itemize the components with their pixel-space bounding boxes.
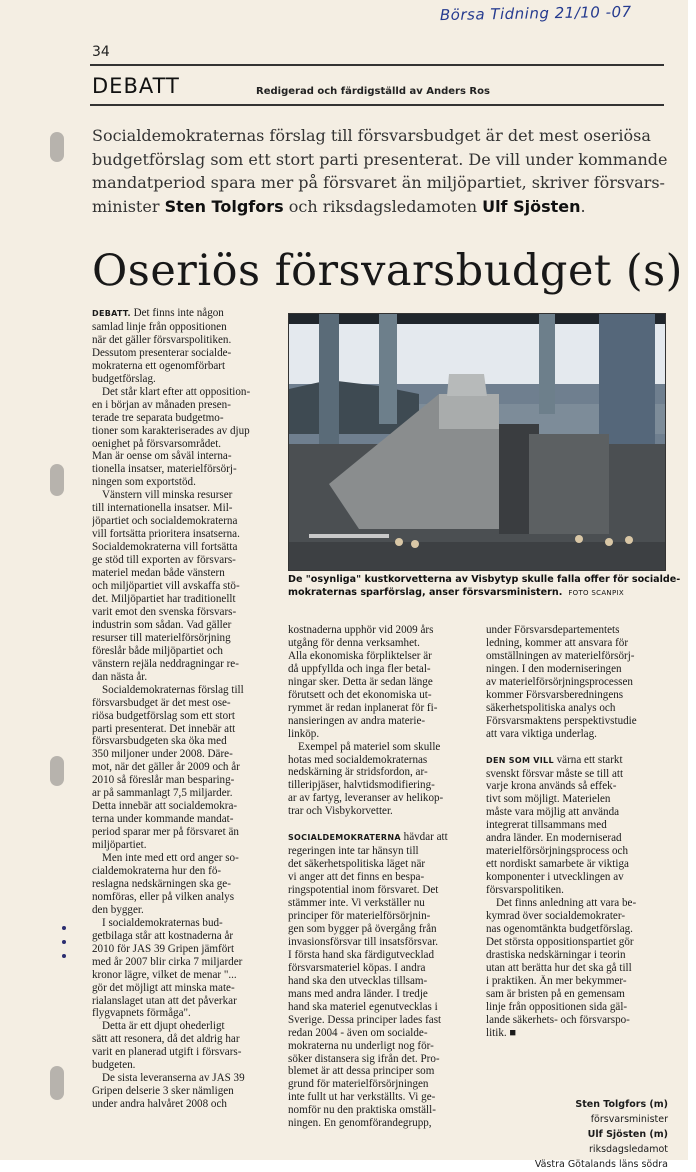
column-text: värna ett starkt <box>553 753 623 766</box>
column-line: principer för materielförsörjnin- <box>288 910 431 923</box>
column-line: tionella insatser, materielförsörj- <box>92 463 237 476</box>
photo-caption <box>288 574 681 599</box>
section-label: DEBATT <box>92 74 180 98</box>
column-line: säkerhetspolitiska analys och <box>486 701 616 714</box>
punch-hole <box>50 1066 64 1100</box>
column-line <box>486 754 668 768</box>
column-line: ar på sammanlagt 7,5 miljarder. <box>92 787 233 800</box>
column-line: Dessutom presenterar socialde- <box>92 346 232 359</box>
column-line: reslagna nedskärningen ska ge- <box>92 877 231 890</box>
lede-line: mandatperiod spara mer på försvaret än miljöpartiet, skriver försvars- <box>92 173 665 192</box>
column-line: ledning, kommer att ansvara för <box>486 636 629 649</box>
author-name: Sten Tolgfors <box>164 196 284 216</box>
punch-hole <box>50 132 64 162</box>
column-line: utan att berätta hur det ska gå till <box>486 961 632 974</box>
column-body <box>288 624 476 818</box>
column-line: vi anger att det finns en bespa- <box>288 871 425 884</box>
signature-name: Ulf Sjösten (m) <box>587 1129 668 1140</box>
column-line: riösa budgetförslag som ett stort <box>92 709 235 722</box>
section-rule <box>90 104 664 106</box>
column-line: industrin som sådan. Vad gäller <box>92 618 232 631</box>
photo-illustration <box>289 314 665 570</box>
column-line: med år 2007 blir cirka 7 miljarder <box>92 955 243 968</box>
column-line <box>288 831 476 845</box>
lede-line-last <box>92 195 662 219</box>
column-kicker: SOCIALDEMOKRATERNA <box>288 833 401 843</box>
caption-text: mokraternas sparförslag, anser försvarsministern. <box>288 586 563 598</box>
column-line: mokraterna ett ogenomförbart <box>92 359 226 372</box>
column-line: Sverige. Dessa principer lades fast <box>288 1013 442 1026</box>
signature-role: försvarsminister <box>590 1114 668 1125</box>
column-kicker: DEBATT. <box>92 309 131 318</box>
lede-line: Socialdemokraternas förslag till försvarsbudget är det mest oseriösa <box>92 126 651 145</box>
column-kicker: DEN SOM VILL <box>486 755 554 765</box>
column-line: materiel medan både vänstern <box>92 567 225 580</box>
signature-role: riksdagsledamot <box>589 1144 668 1155</box>
column-line: regeringen inte tar hänsyn till <box>288 845 419 858</box>
column-line: tioner som karakteriserades av djup <box>92 424 250 437</box>
column-line: i praktiken. Än mer bekymmer- <box>486 974 627 987</box>
column-line: utgång för denna verksamhet. <box>288 636 420 649</box>
column-body <box>486 768 668 1040</box>
column-line: miljöpartiet. <box>92 839 147 852</box>
column-line: terna under kommande mandat- <box>92 813 234 826</box>
column-line: söker distansera sig ifrån det. Pro- <box>288 1052 440 1065</box>
column-line: cialdemokraterna hur den fö- <box>92 864 222 877</box>
column-line: sam är bristen på en gemensam <box>486 987 625 1000</box>
column-line: ningen. I den moderniseringen <box>486 662 622 675</box>
column-line: Exempel på materiel som skulle <box>298 740 441 753</box>
column-line: resurser till materielförsörjning <box>92 631 231 644</box>
column-line: I socialdemokraternas bud- <box>102 916 223 929</box>
column-line: kymrad över socialdemokrater- <box>486 910 626 923</box>
column-line: hand ska den utvecklas tillsam- <box>288 974 428 987</box>
column-line: 350 miljoner under 2008. Däre- <box>92 748 233 761</box>
column-text: Det finns inte någon <box>130 307 224 319</box>
column-line: till internationella insatser. Mil- <box>92 502 233 515</box>
column-line: Men inte med ett ord anger so- <box>102 852 239 865</box>
editor-note: Redigerad och färdigställd av Anders Ros <box>256 86 490 97</box>
margin-mark <box>62 926 66 930</box>
signature-name: Sten Tolgfors (m) <box>575 1099 668 1110</box>
margin-mark <box>62 954 66 958</box>
lede-text: minister <box>92 196 165 216</box>
column-line: omställningen av materielförsörj- <box>486 649 635 662</box>
column-line: kommer Försvarsberedningens <box>486 688 624 701</box>
column-line: vill fortsätta prioritera insatserna. <box>92 528 240 541</box>
column-line: den bygger. <box>92 903 144 916</box>
top-rule <box>90 64 664 66</box>
column-body <box>486 624 668 741</box>
column-line: nas ogenomtänkta budgetförslag. <box>486 922 633 935</box>
column-line: Gripen delserie 3 sker nämligen <box>92 1085 234 1098</box>
column-line: Socialdemokraterna vill fortsätta <box>92 541 238 554</box>
column-body <box>288 845 476 1130</box>
column-line: linköp. <box>288 727 320 740</box>
column-line: 2010 för JAS 39 Gripen jämfört <box>92 942 235 955</box>
column-line: förutsett och det ekonomiska ut- <box>288 688 432 701</box>
column-line: ge stöd till exporten av försvars- <box>92 554 236 567</box>
column-line: varje krona används så effek- <box>486 780 617 793</box>
column-line: budgetförslag. <box>92 372 156 385</box>
column-line: getbilaga står att kostnaderna år <box>92 929 234 942</box>
column-line: Försvarsmaktens perspektivstudie <box>486 714 637 727</box>
column-line: budgeten. <box>92 1059 136 1072</box>
column-line: mot, när det gäller år 2009 och år <box>92 761 240 774</box>
column-line: nedskärning är stridsfordon, ar- <box>288 766 428 779</box>
article-headline: Oseriös försvarsbudget (s) <box>92 246 683 296</box>
column-line: hotas med socialdemokraternas <box>288 753 428 766</box>
caption-line-2 <box>288 587 668 600</box>
column-line: terade tre separata budgetmo- <box>92 411 224 424</box>
article-column-3 <box>486 624 668 1040</box>
column-line: komponenter i utvecklingen av <box>486 871 624 884</box>
column-line: integrerat tillsammans med <box>486 819 607 832</box>
signature-region: Västra Götalands läns södra <box>534 1159 668 1170</box>
column-line: svenskt försvar måste se till att <box>486 767 624 780</box>
column-line: De sista leveranserna av JAS 39 <box>102 1072 245 1085</box>
corvette-photo <box>288 313 666 571</box>
column-line: då uppfyllda och inga fler betal- <box>288 662 431 675</box>
column-line: nomför nu den praktiska omställ- <box>288 1104 436 1117</box>
column-line: gen som bygger på övergång från <box>288 922 437 935</box>
column-line: under Försvarsdepartementets <box>486 624 620 636</box>
column-line: försvarsbudgeten ska öka med <box>92 735 227 748</box>
column-line: ar av fartyg, leveranser av helikop- <box>288 792 444 805</box>
column-line: flygvapnets förmåga". <box>92 1007 191 1020</box>
column-line: Detta är ett djupt ohederligt <box>102 1020 225 1033</box>
author-name: Ulf Sjösten <box>482 196 581 216</box>
column-line: hand ska materiel egenutvecklas i <box>288 1000 438 1013</box>
column-line: och miljöpartiet vill avskaffa stö- <box>92 580 240 593</box>
column-line: materielförsörjningsprocess och <box>486 845 629 858</box>
column-line: Det finns anledning att vara be- <box>496 897 637 910</box>
column-line: ett nordiskt samarbete är viktiga <box>486 858 629 871</box>
column-line: en i början av månaden presen- <box>92 398 231 411</box>
margin-mark <box>62 940 66 944</box>
column-line: Det största oppositionspartiet gör <box>486 935 634 948</box>
column-line: 2010 så föreslår man besparing- <box>92 774 235 787</box>
column-line: Detta innebär att socialdemokra- <box>92 800 238 813</box>
column-line: föreslår både miljöpartiet och <box>92 644 223 657</box>
column-line: vänstern rejäla neddragningar re- <box>92 657 239 670</box>
column-line: jöpartiet och socialdemokraterna <box>92 515 238 528</box>
column-line: parti presenterat. Det innebär att <box>92 722 236 735</box>
column-line: stämmer inte. Vi verkställer nu <box>288 897 425 910</box>
column-line: Man är oense om såväl interna- <box>92 450 232 463</box>
column-line: att vara viktiga underlag. <box>486 727 597 740</box>
column-line: Det står klart efter att opposition- <box>102 385 251 398</box>
column-line: försvarsbudget är det mest ose- <box>92 696 231 709</box>
column-line: försvarsmateriel köpas. I andra <box>288 961 426 974</box>
column-line: blemet är att dessa principer som <box>288 1065 435 1078</box>
article-column-1 <box>92 307 276 1111</box>
photo-credit: FOTO SCANPIX <box>568 588 624 597</box>
column-line: gör det möjligt att minska mate- <box>92 981 235 994</box>
column-line: litik. ■ <box>486 1026 517 1039</box>
column-line: samlad linje från oppositionen <box>92 320 227 333</box>
column-line: ningen som exportstöd. <box>92 476 196 489</box>
column-line: försvarspolitiken. <box>486 884 564 897</box>
column-text: hävdar att <box>400 831 448 844</box>
column-line: trar och Visbykorvetter. <box>288 805 393 818</box>
column-line: ningen. En genomförandegrupp, <box>288 1117 432 1130</box>
column-line: ringspotential inom försvaret. Det <box>288 884 439 897</box>
column-line: under andra halvåret 2008 och <box>92 1098 227 1111</box>
column-line: kostnaderna upphör vid 2009 års <box>288 624 434 636</box>
column-line: grund för materielförsörjningen <box>288 1078 429 1091</box>
caption-line: De "osynliga" kustkorvetterna av Visbytyp skulle falla offer för socialde- <box>288 574 681 585</box>
column-line: andra länder. En moderniserad <box>486 832 622 845</box>
column-line: nansieringen av andra materie- <box>288 714 426 727</box>
punch-hole <box>50 464 64 496</box>
column-line: det säkerhetspolitiska läget när <box>288 858 426 871</box>
handwritten-note: Börsa Tidning 21/10 -07 <box>439 2 632 25</box>
column-line: mans med andra länder. I tredje <box>288 987 428 1000</box>
column-line <box>92 307 276 321</box>
column-line: när det gäller försvarspolitiken. <box>92 333 232 346</box>
paper-edge <box>688 0 696 1160</box>
column-line: av materielförsörjningsprocessen <box>486 675 633 688</box>
column-line: måste vara möjlig att använda <box>486 806 620 819</box>
column-line: varit emot den svenska försvars- <box>92 605 237 618</box>
article-signatures <box>520 1097 668 1172</box>
column-line: redan 2004 - även om socialde- <box>288 1026 428 1039</box>
column-line: varit en planerad utgift i försvars- <box>92 1046 242 1059</box>
article-lede <box>92 124 668 218</box>
column-line: tilleripjäser, halvtidsmodifiering- <box>288 779 435 792</box>
column-line: oenighet på försvarsområdet. <box>92 437 222 450</box>
column-line: ningar sker. Detta är sedan länge <box>288 675 433 688</box>
column-line: drastiska nedskärningar i teorin <box>486 948 626 961</box>
lede-text: . <box>580 196 586 216</box>
column-line: sätt att resonera, då det aldrig har <box>92 1033 240 1046</box>
column-body <box>92 321 276 1111</box>
column-line: tivt som möjligt. Materielen <box>486 793 611 806</box>
column-line: linje från oppositionen sida gäl- <box>486 1000 628 1013</box>
column-line: dan nästa år. <box>92 670 148 683</box>
column-line: nomföras, eller på vilken analys <box>92 890 235 903</box>
column-line: rialanslaget utan att det påverkar <box>92 994 237 1007</box>
column-line: Vänstern vill minska resurser <box>102 489 233 502</box>
column-line: mokraterna nu underligt nog för- <box>288 1039 434 1052</box>
column-line: lande säkerhets- och försvarspo- <box>486 1013 630 1026</box>
column-line: kronor lägre, vilket de menar "... <box>92 968 237 981</box>
lede-text: och riksdagsledamoten <box>283 196 483 216</box>
column-line: I första hand ska färdigutvecklad <box>288 948 435 961</box>
punch-hole <box>50 756 64 786</box>
lede-line: budgetförslag som ett stort parti presenterat. De vill under kommande <box>92 149 668 169</box>
column-line: period sparar mer på försvaret än <box>92 826 239 839</box>
column-line: invasionsförsvar till insatsförsvar. <box>288 935 439 948</box>
article-column-2 <box>288 624 476 1130</box>
column-line: inte fullt ut har verkställts. Vi ge- <box>288 1091 436 1104</box>
column-line: rymmet är redan inplanerat för fi- <box>288 701 438 714</box>
column-line: Socialdemokraternas förslag till <box>102 683 244 696</box>
column-line: det. Miljöpartiet har traditionellt <box>92 592 236 605</box>
page-number: 34 <box>92 44 110 60</box>
column-line: Alla ekonomiska förpliktelser är <box>288 649 432 662</box>
